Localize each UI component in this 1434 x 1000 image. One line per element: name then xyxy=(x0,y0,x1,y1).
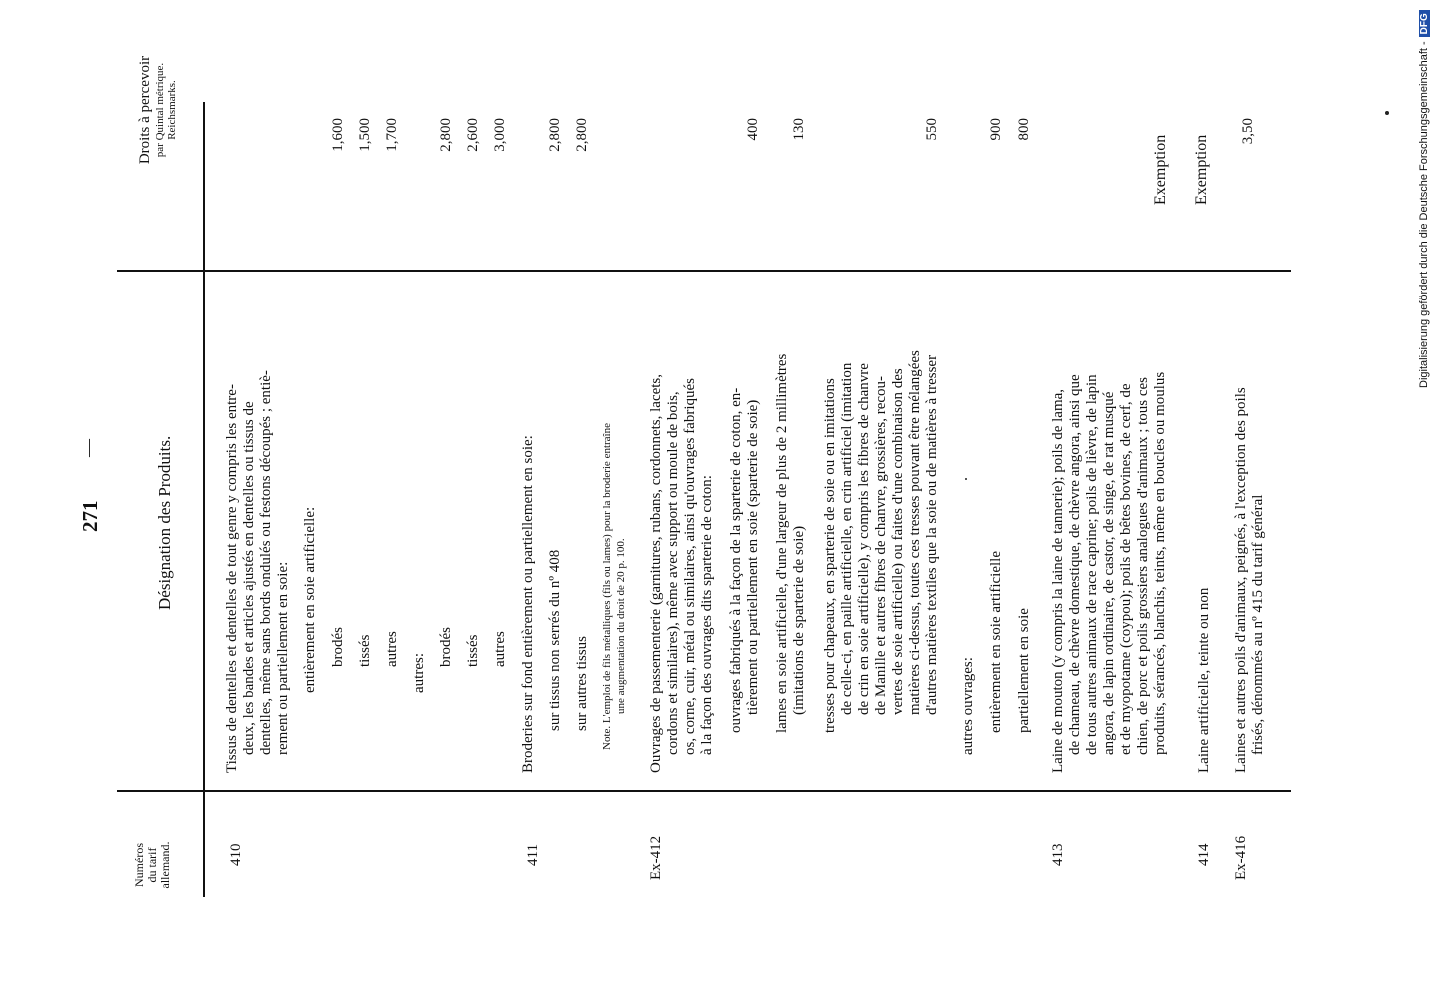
rate-value: Exemption xyxy=(1152,134,1169,205)
rate-value: 1,700 xyxy=(384,118,400,152)
designation-line: Ouvrages de passementerie (garnitures, rubans, cordonnets, lacets, xyxy=(648,373,664,773)
designation-line: d'autres matières textiles que la soie ou de matières à tresser xyxy=(924,354,940,715)
rate-value: 3,000 xyxy=(492,118,508,152)
designation-line: Laines et autres poils d'animaux, peignés, à l'exception des poils xyxy=(1233,387,1249,773)
rate-value: 400 xyxy=(745,118,761,141)
tariff-number: 411 xyxy=(525,844,541,866)
designation-line: à la façon des ouvrages dits sparterie de coton: xyxy=(699,475,715,755)
designation-line: de chameau, de chèvre domestique, de chèvre angora, ainsi que xyxy=(1067,374,1083,755)
designation-line: de celle-ci, en paille artificielle, en crin artificiel (imitation xyxy=(839,362,855,715)
designation-line: sur autres tissus xyxy=(574,636,590,731)
designation-line: partiellement en soie xyxy=(1016,608,1032,733)
designation-line: os, corne, cuir, métal ou similaires, ainsi qu'ouvrages fabriqués xyxy=(682,378,698,755)
rate-value: 2,600 xyxy=(465,118,481,152)
header-col-droits xyxy=(137,10,178,210)
designation-line: chien, de porc et poils grossiers analogues d'animaux ; tous ces xyxy=(1135,376,1151,755)
digitization-credit xyxy=(1418,10,1430,388)
designation-line: tissés xyxy=(465,634,481,667)
designation-line: deux, les bandes et articles ajustés en dentelles ou tissus de xyxy=(241,401,257,755)
designation-line: de Manille et autres fibres de chanvre, grossières, recou- xyxy=(873,375,889,715)
designation-line: vertes de soie artificielle) ou faites d'une combinaison des xyxy=(890,368,906,715)
header-col1-line1: Numéros xyxy=(132,843,146,887)
designation-line: tissés xyxy=(357,634,373,667)
rate-value: 2,800 xyxy=(438,118,454,152)
rate-value: 2,800 xyxy=(547,118,563,152)
dfg-logo: DFG xyxy=(1419,10,1430,37)
rate-value: 2,800 xyxy=(574,118,590,152)
designation-line: entièrement en soie artificielle: xyxy=(302,506,318,693)
credit-text: Digitalisierung gefördert durch die Deutsche Forschungsgemeinschaft - xyxy=(1418,41,1430,388)
designation-line: (imitations de sparterie de soie) xyxy=(791,525,807,715)
tariff-number: 414 xyxy=(1196,843,1212,866)
designation-line: de tous autres animaux de race caprine; poils de lièvre, de lapin xyxy=(1084,374,1100,755)
header-col1-line3: allemand. xyxy=(158,841,172,889)
designation-line: produits, sérancés, blanchis, teints, même en boucles ou moulus xyxy=(1152,371,1168,755)
designation-line: autres: xyxy=(411,653,427,693)
designation-line: de crin en soie artificielle), y compris les fibres de chanvre xyxy=(856,363,872,715)
designation-line: et de myopotame (coypou); poils de bêtes bovines, de cerf, de xyxy=(1118,383,1134,755)
designation-line: frisés, dénommés au nº 415 du tarif général xyxy=(1250,494,1266,755)
header-col-numeros xyxy=(133,790,172,940)
designation-line: Laine artificielle, teinte ou non xyxy=(1196,587,1212,773)
designation-line: brodés xyxy=(438,627,454,667)
header-col3-line2: par Quintal métrique. xyxy=(154,62,166,158)
rate-value: 1,500 xyxy=(357,118,373,152)
header-col-designation: Désignation des Produits. xyxy=(155,435,174,610)
designation-line: tresses pour chapeaux, en sparterie de soie ou en imitations xyxy=(822,378,838,733)
designation-line: lames en soie artificielle, d'une largeur de plus de 2 millimètres xyxy=(774,353,790,733)
header-rule xyxy=(203,102,205,897)
tariff-number: Ex-412 xyxy=(648,835,664,880)
note-line: une augmentation du droit de 20 p. 100. xyxy=(615,538,627,714)
tariff-number: Ex-416 xyxy=(1233,835,1249,880)
designation-line: Tissus de dentelles et dentelles de tout genre y compris les entre- xyxy=(224,384,240,773)
rate-value: 1,600 xyxy=(330,118,346,152)
designation-line: dentelles, même sans bords ondulés ou festons découpés ; entiè- xyxy=(258,370,274,755)
page-number: 271 xyxy=(78,500,102,532)
designation-line: ouvrages fabriqués à la façon de la sparterie de coton, en- xyxy=(728,387,744,733)
rate-value: 800 xyxy=(1016,118,1032,141)
designation-line: sur tissus non serrés du nº 408 xyxy=(547,549,563,731)
rate-value: 3,50 xyxy=(1240,118,1256,145)
scan-speck xyxy=(965,478,967,480)
designation-line: tièrement ou partiellement en soie (sparterie de soie) xyxy=(745,399,761,715)
rate-value: Exemption xyxy=(1193,134,1210,205)
column-rule-2 xyxy=(117,270,1291,272)
header-col1-line2: du tarif xyxy=(145,847,159,883)
designation-line: rement ou partiellement en soie: xyxy=(275,561,291,755)
designation-line: cordons et similaires), même avec support ou moule de bois, xyxy=(665,391,681,755)
note-line: Note. L'emploi de fils métalliques (fils ou lames) pour la broderie entraîne xyxy=(601,423,613,750)
scan-speck xyxy=(1385,111,1389,115)
rate-value: 550 xyxy=(924,118,940,141)
designation-line: angora, de lapin ordinaire, de castor, de singe, de rat musqué xyxy=(1101,391,1117,755)
designation-line: matières ci-dessus, toutes ces tresses pouvant être mélangées xyxy=(907,350,923,715)
tariff-number: 410 xyxy=(228,843,244,866)
rate-value: 900 xyxy=(988,118,1004,141)
designation-line: entièrement en soie artificielle xyxy=(988,551,1004,733)
page-dash: — xyxy=(78,439,98,457)
designation-line: Broderies sur fond entièrement ou partiellement en soie: xyxy=(520,435,536,773)
rate-value: 130 xyxy=(791,118,807,141)
designation-line: autres xyxy=(384,631,400,667)
designation-line: Laine de mouton (y compris la laine de tannerie); poils de lama, xyxy=(1050,388,1066,773)
tariff-number: 413 xyxy=(1050,843,1066,866)
designation-line: autres xyxy=(492,631,508,667)
header-col3-line3: Reichsmarks. xyxy=(166,80,178,140)
designation-line: brodés xyxy=(330,627,346,667)
designation-line: autres ouvrages: xyxy=(960,657,976,755)
header-col3-line1: Droits à percevoir xyxy=(137,55,153,165)
column-rule-1 xyxy=(117,790,1291,792)
